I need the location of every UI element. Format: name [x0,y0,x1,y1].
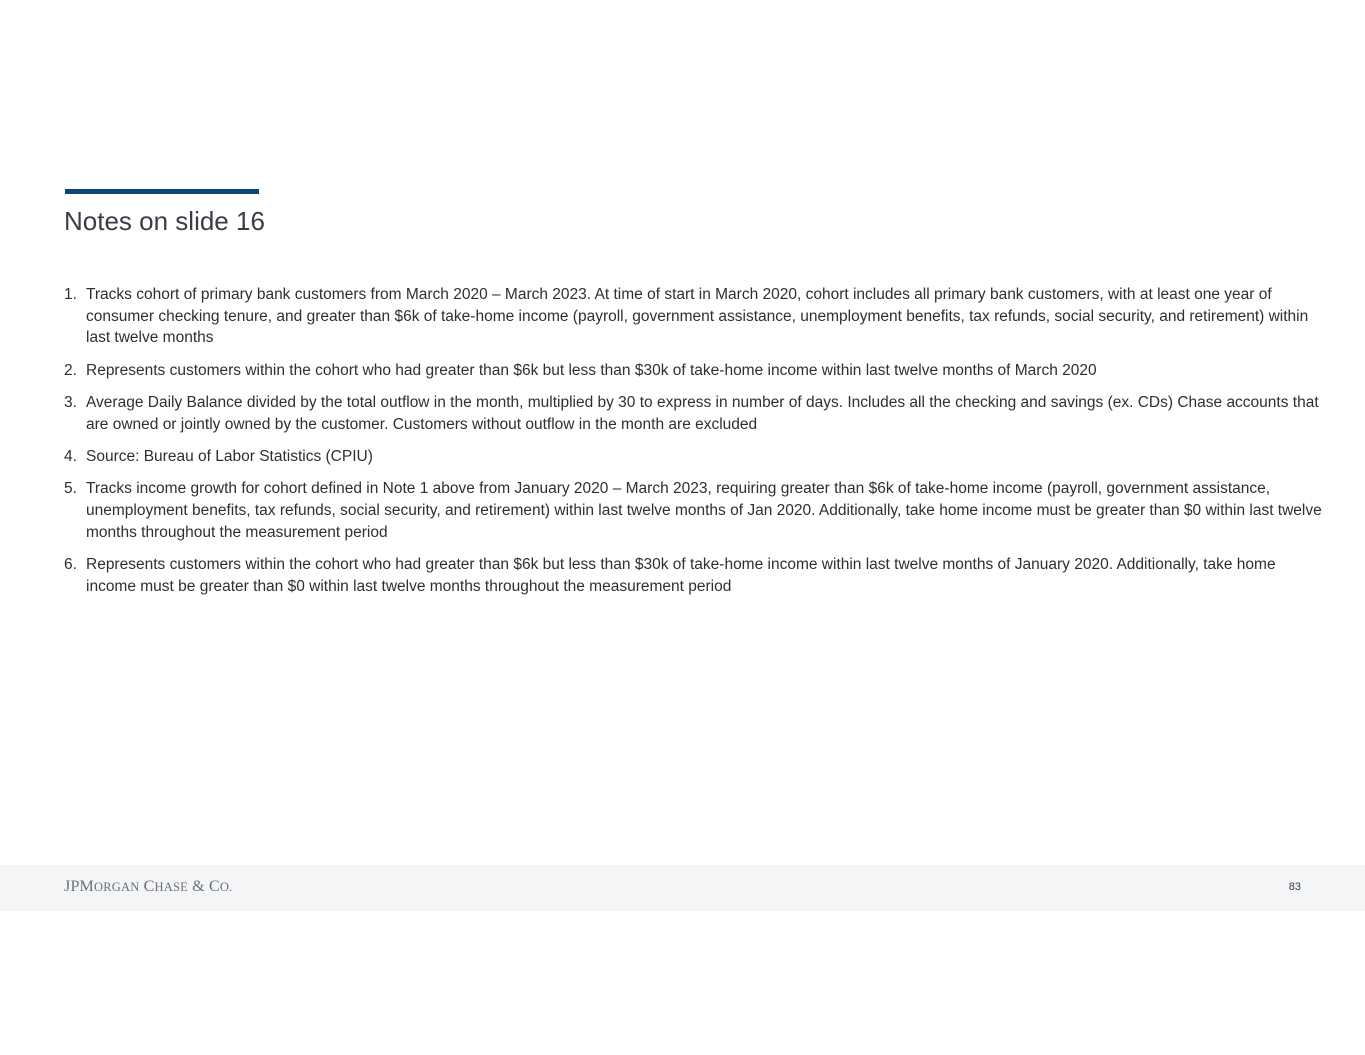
note-item-5 [64,478,1324,543]
note-number: 2. [64,361,77,379]
note-item-4 [64,446,1324,468]
note-number: 3. [64,394,77,411]
note-number: 6. [64,556,77,573]
note-item-6 [64,554,1324,597]
note-item-1 [64,284,1324,349]
page-number: 83 [1288,881,1301,893]
note-text: Represents customers within the cohort who had greater than $6k but less than $30k of take-home income within last twelve months of March 2020 [86,361,1097,379]
notes-list [64,284,1324,608]
note-item-3 [64,392,1324,435]
note-text: Represents customers within the cohort who had greater than $6k but less than $30k of take-home income within last twelve months of January 2020. Additionally, take home income must be greater than $0 within last twelve months throughout the measurement period [86,556,1276,595]
note-number: 5. [64,480,77,498]
title-accent-bar [65,189,259,194]
page-title: Notes on slide 16 [64,206,265,236]
note-item-2 [64,360,1324,382]
note-text: Tracks income growth for cohort defined in Note 1 above from January 2020 – March 2023, requiring greater than $6k of take-home income (payroll, government assistance, unemployment benefits, tax refunds, social security, and retirement) within last twelve months of Jan 2020. Additionally, take home income must be greater than $0 within last twelve months throughout the measurement period [86,480,1322,541]
note-text: Tracks cohort of primary bank customers from March 2020 – March 2023. At time of start in March 2020, cohort includes all primary bank customers, with at least one year of consumer checking tenure, and greater than $6k of take-home income (payroll, government assistance, unemployment benefits, tax refunds, social security, and retirement) within last twelve months [86,286,1309,347]
company-logo: JPMORGAN CHASE & CO. [64,878,233,895]
note-text: Source: Bureau of Labor Statistics (CPIU) [86,448,373,465]
note-text: Average Daily Balance divided by the total outflow in the month, multiplied by 30 to express in number of days. Includes all the checking and savings (ex. CDs) Chase accounts that are owned or jointly owned by the customer. Customers without outflow in the month are excluded [86,394,1319,433]
note-number: 1. [64,286,77,303]
note-number: 4. [64,448,77,465]
